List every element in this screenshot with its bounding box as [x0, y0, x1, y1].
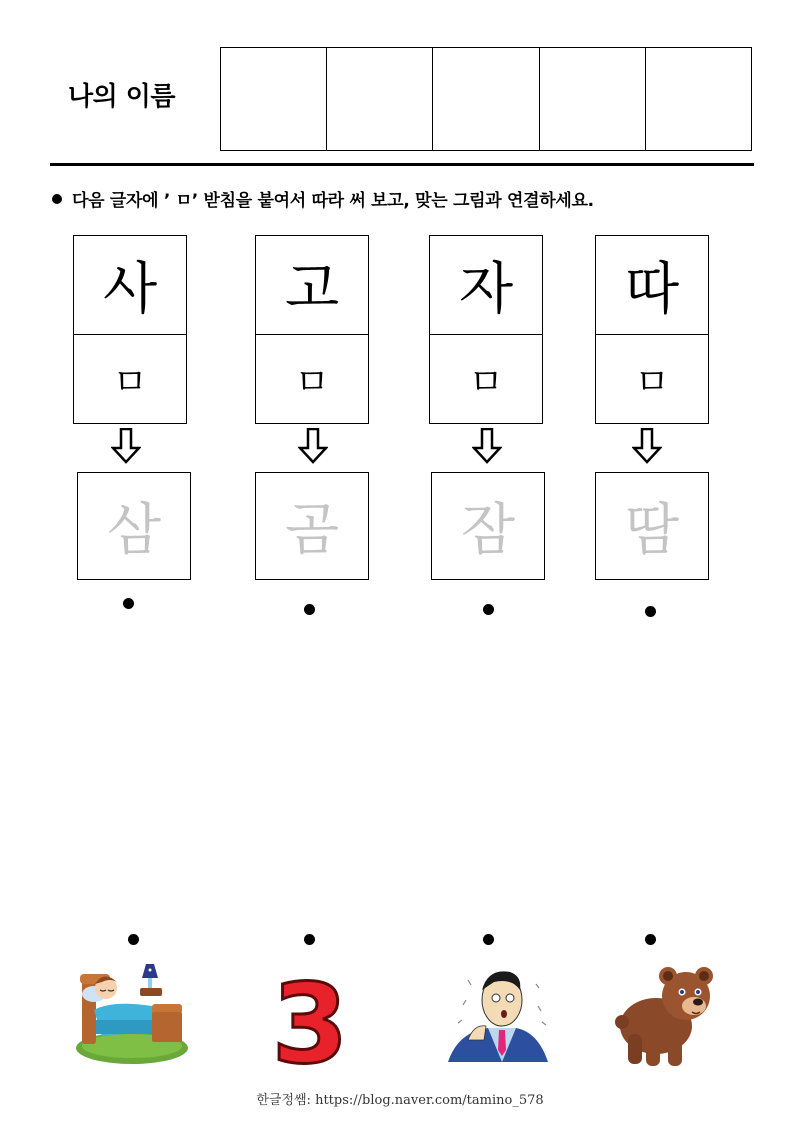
down-arrow-icon	[632, 428, 662, 464]
top-dot-4[interactable]	[645, 606, 656, 617]
top-dot-2[interactable]	[304, 604, 315, 615]
bear-icon	[606, 960, 726, 1070]
syllable-card-3	[429, 235, 543, 424]
syllable: 자	[430, 236, 542, 335]
number-three-icon	[250, 966, 370, 1076]
bottom-dot-1[interactable]	[128, 934, 139, 945]
batchim: ㅁ	[294, 361, 330, 403]
syllable: 사	[74, 236, 186, 335]
name-label: 나의 이름	[68, 82, 176, 112]
svg-text:3: 3	[271, 966, 349, 1076]
answer-box-4[interactable]: 땀	[595, 472, 709, 580]
bottom-dot-4[interactable]	[645, 934, 656, 945]
answer-box-1[interactable]: 삼	[77, 472, 191, 580]
footer-credit: 한글정쌤: https://blog.naver.com/tamino_578	[256, 1093, 544, 1108]
sleeping-child-icon	[72, 960, 192, 1070]
answer-box-3[interactable]: 잠	[431, 472, 545, 580]
down-arrow-icon	[298, 428, 328, 464]
batchim: ㅁ	[468, 361, 504, 403]
syllable: 따	[596, 236, 708, 335]
syllable: 고	[256, 236, 368, 335]
instruction	[52, 186, 594, 211]
bottom-dot-3[interactable]	[483, 934, 494, 945]
name-box-2[interactable]	[327, 48, 433, 150]
name-box-4[interactable]	[540, 48, 646, 150]
top-dot-1[interactable]	[123, 598, 134, 609]
top-dot-3[interactable]	[483, 604, 494, 615]
down-arrow-icon	[111, 428, 141, 464]
name-input-boxes	[220, 47, 752, 151]
bottom-dot-2[interactable]	[304, 934, 315, 945]
header-divider	[50, 163, 754, 166]
syllable-card-1	[73, 235, 187, 424]
name-box-3[interactable]	[433, 48, 539, 150]
syllable-card-4	[595, 235, 709, 424]
name-box-5[interactable]	[646, 48, 751, 150]
sweating-man-icon	[438, 960, 558, 1070]
name-box-1[interactable]	[221, 48, 327, 150]
instruction-text: 다음 글자에 ’ ㅁ’ 받침을 붙여서 따라 써 보고, 맞는 그림과 연결하세요.	[72, 191, 594, 211]
batchim: ㅁ	[112, 361, 148, 403]
bullet-icon	[52, 194, 62, 204]
down-arrow-icon	[472, 428, 502, 464]
syllable-card-2	[255, 235, 369, 424]
batchim: ㅁ	[634, 361, 670, 403]
answer-box-2[interactable]: 곰	[255, 472, 369, 580]
